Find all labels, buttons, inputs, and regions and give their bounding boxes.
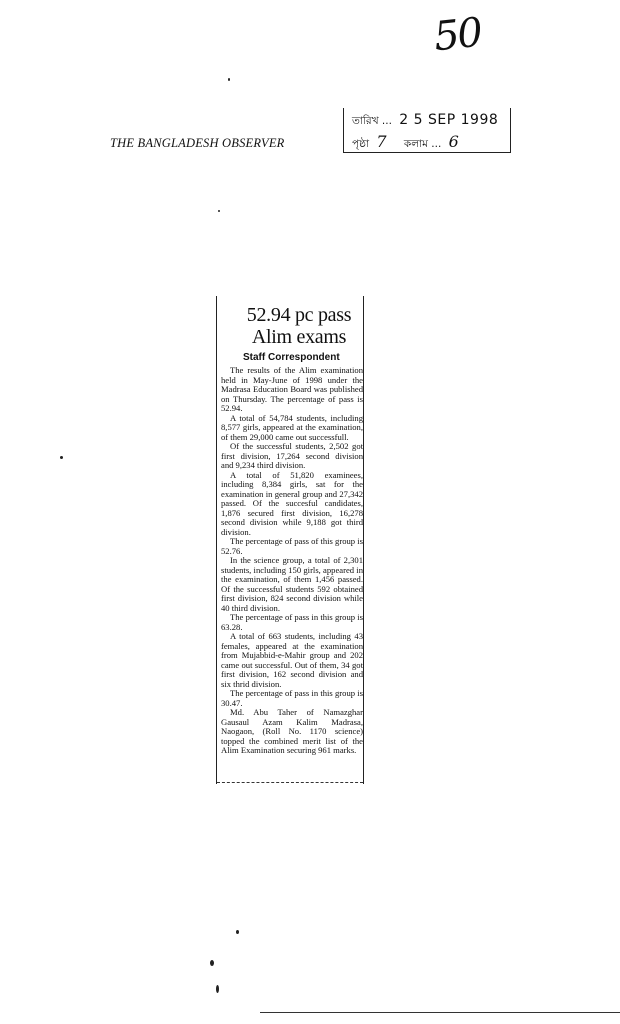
article-byline: Staff Correspondent	[243, 352, 340, 363]
clipping-torn-edge	[217, 776, 363, 783]
stamp-column: 6	[448, 132, 459, 151]
scan-speck	[216, 985, 219, 993]
article-paragraph: A total of 663 students, including 43 females, appeared at the examination from Mujabbid-e-Mahir group and 202 came out successful. Out of them, 34 got first division, 162 second division and six thrid division.	[221, 631, 363, 689]
scan-speck	[236, 930, 239, 934]
article-paragraph: The percentage of pass in this group is 30.47.	[221, 688, 363, 708]
article-paragraph: In the science group, a total of 2,301 students, including 150 girls, appeared in the examination, of them 1,456 passed. Of the successful students 592 obtained first division, 824 second division while 40 third division.	[221, 555, 363, 613]
scan-speck	[210, 960, 214, 966]
article-paragraph: A total of 54,784 students, including 8,577 girls, appeared at the examination, of them 29,000 came out successfull.	[221, 412, 363, 442]
stamp-page: 7	[376, 132, 387, 151]
stamp-date-row	[352, 112, 498, 131]
article-headline: 52.94 pc pass Alim exams	[246, 304, 352, 348]
article-paragraph: The results of the Alim examination held in May-June of 1998 under the Madrasa Education Board was published on Thursday. The percentage of pass is 52.94.	[221, 365, 363, 413]
date-stamp	[343, 108, 511, 153]
stamp-date: 2 5 SEP 1998	[399, 112, 499, 128]
handwritten-page-number: 50	[431, 9, 484, 61]
scan-speck	[228, 78, 230, 81]
article-paragraph: Of the successful students, 2,502 got first division, 17,264 second division and 9,234 third division.	[221, 441, 363, 470]
scan-edge-line	[260, 1012, 620, 1013]
scan-speck	[218, 210, 220, 212]
stamp-page-label: পৃষ্ঠা	[352, 138, 370, 150]
article-body	[221, 366, 363, 756]
stamp-date-label: তারিখ ...	[352, 115, 392, 127]
article-paragraph: The percentage of pass in this group is 63.28.	[221, 612, 363, 632]
news-clipping	[216, 296, 364, 784]
newspaper-name: THE BANGLADESH OBSERVER	[110, 136, 285, 150]
stamp-column-label: কলাম ...	[403, 138, 442, 150]
article-paragraph: A total of 51,820 examinees, including 8,384 girls, sat for the examination in general group and 27,342 passed. Of the succesful candidates, 1,876 secured first division, 16,278 second division while 9,188 got third division.	[221, 469, 363, 537]
scan-speck	[60, 456, 63, 459]
article-paragraph: Md. Abu Taher of Namazghar Gausaul Azam Kalim Madrasa, Naogaon, (Roll No. 1170 science) topped the combined merit list of the Alim Examination securing 961 marks.	[221, 707, 363, 755]
stamp-page-row	[352, 132, 473, 154]
article-paragraph: The percentage of pass of this group is 52.76.	[221, 536, 363, 556]
